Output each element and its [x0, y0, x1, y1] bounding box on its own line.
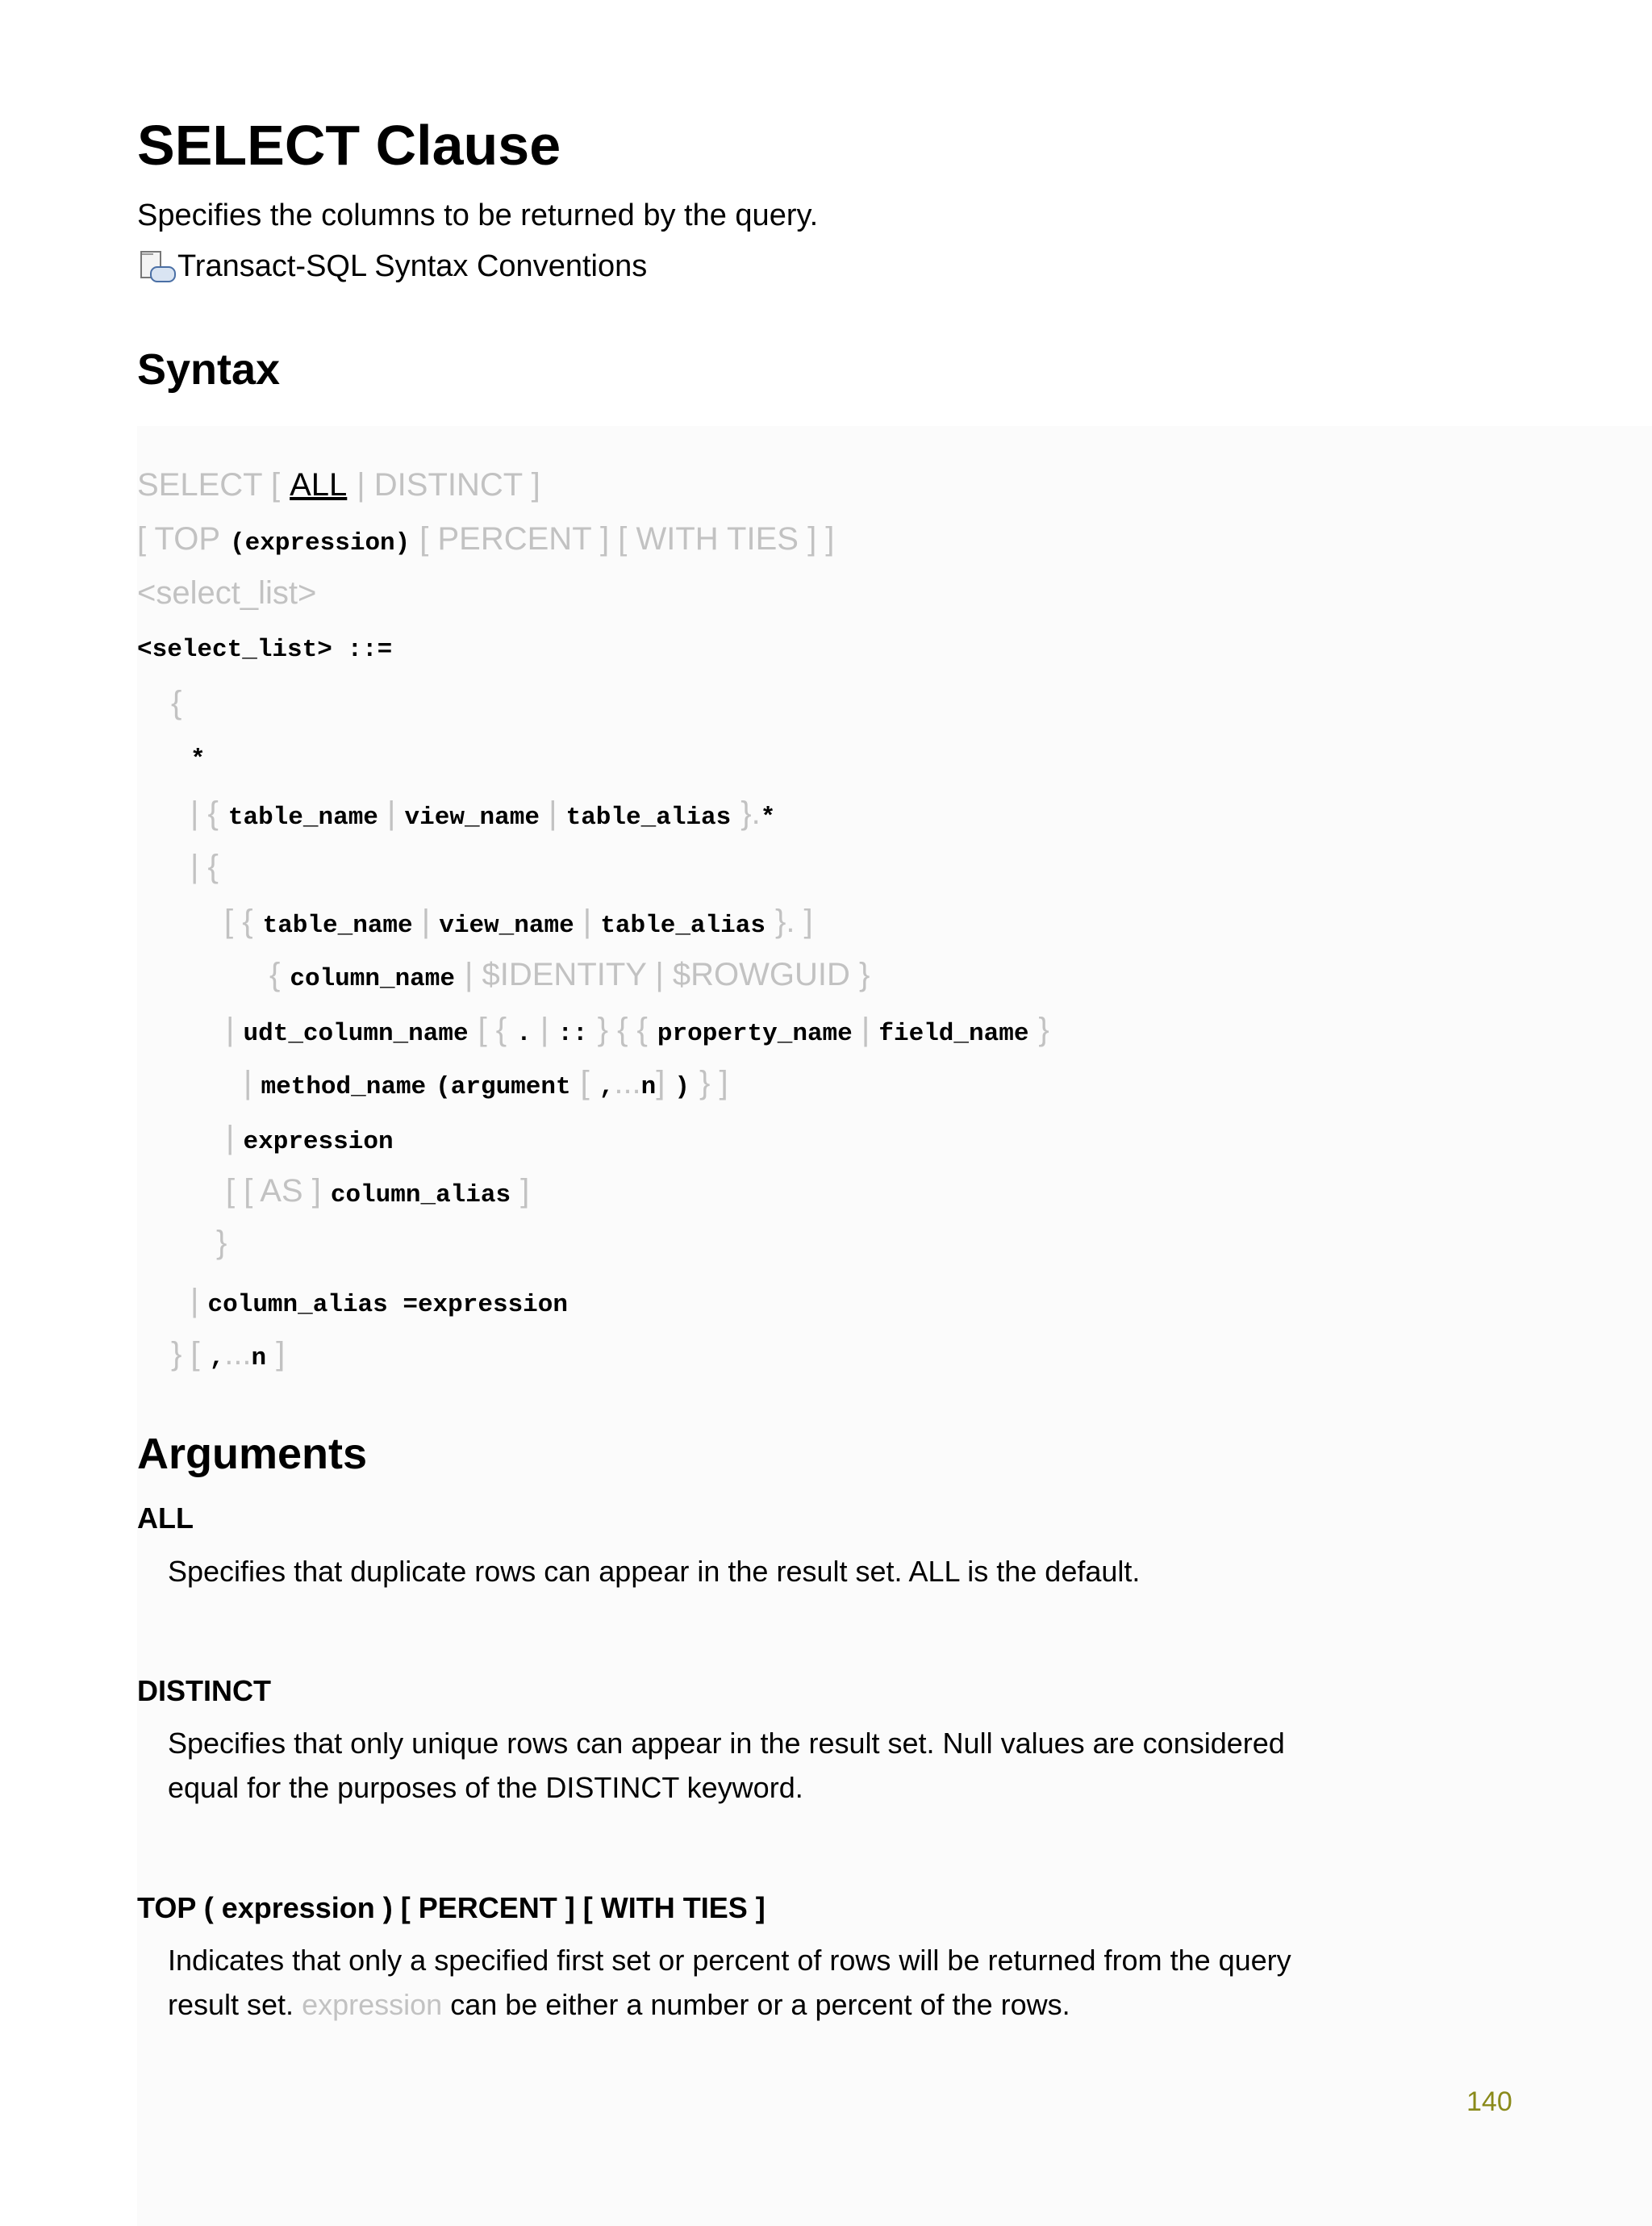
argument-desc-top-1: Indicates that only a specified first set or percent of rows will be returned from the query	[168, 1944, 1291, 1977]
syntax-line-6: *	[190, 745, 206, 774]
syntax-line-1: SELECT [ ALL | DISTINCT ]	[137, 467, 540, 503]
syntax-line-16: | column_alias =expression	[190, 1283, 568, 1319]
syntax-line-2: [ TOP (expression) [ PERCENT ] [ WITH TIES ] ]	[137, 521, 835, 558]
argument-term-distinct: DISTINCT	[137, 1674, 271, 1707]
syntax-line-15: }	[216, 1225, 227, 1260]
syntax-line-12: | method_name (argument [ , ... n ] ) } ]	[244, 1065, 728, 1101]
page-title: SELECT Clause	[137, 114, 561, 177]
document-link-icon	[137, 250, 176, 282]
argument-term-top: TOP ( expression ) [ PERCENT ] [ WITH TIES ]	[137, 1891, 766, 1924]
syntax-line-9: [ { table_name | view_name | table_alias }. ]	[224, 904, 813, 940]
lead-text: Specifies the columns to be returned by the query.	[137, 198, 819, 232]
syntax-heading: Syntax	[137, 345, 281, 394]
argument-desc-distinct-2: equal for the purposes of the DISTINCT keyword.	[168, 1771, 803, 1804]
arguments-heading: Arguments	[137, 1430, 368, 1478]
syntax-line-13: | expression	[226, 1120, 394, 1156]
syntax-line-14: [ [ AS ] column_alias ]	[226, 1173, 530, 1209]
syntax-line-11: | udt_column_name [ { . | :: } { { property_name | field_name }	[226, 1012, 1049, 1048]
argument-term-all: ALL	[137, 1501, 194, 1535]
syntax-line-4: <select_list> ::=	[137, 636, 393, 664]
syntax-line-7: | { table_name | view_name | table_alias }. *	[190, 796, 776, 832]
argument-desc-top-2: result set. expression can be either a number or a percent of the rows.	[168, 1988, 1070, 2021]
syntax-line-17: } [ , ... n ]	[171, 1336, 286, 1372]
syntax-line-10: { column_name | $IDENTITY | $ROWGUID }	[269, 957, 870, 993]
expression-ref: expression	[302, 1988, 443, 2021]
conventions-label: Transact-SQL Syntax Conventions	[177, 249, 648, 283]
argument-desc-distinct-1: Specifies that only unique rows can appear in the result set. Null values are considered	[168, 1727, 1285, 1760]
page-number: 140	[1466, 2086, 1512, 2117]
conventions-link[interactable]	[137, 248, 647, 285]
argument-desc-all: Specifies that duplicate rows can appear in the result set. ALL is the default.	[168, 1555, 1141, 1588]
syntax-line-3: <select_list>	[137, 575, 317, 611]
all-keyword: ALL	[290, 467, 348, 503]
syntax-line-8: | {	[190, 849, 219, 884]
syntax-line-5: {	[171, 685, 182, 720]
